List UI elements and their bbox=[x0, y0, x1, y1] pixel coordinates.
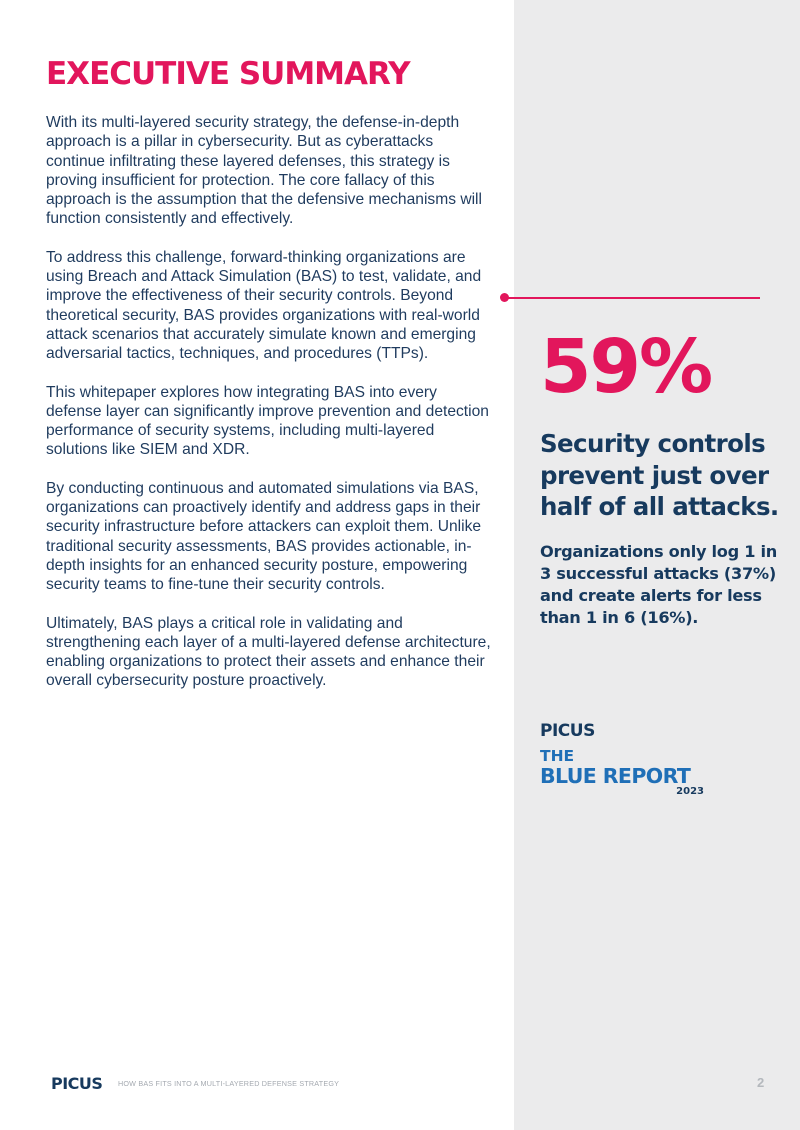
page-title: EXECUTIVE SUMMARY bbox=[46, 56, 410, 92]
summary-body bbox=[46, 113, 494, 710]
stat-caption: Security controls prevent just over half of all attacks. bbox=[540, 429, 779, 521]
paragraph: To address this challenge, forward-thinking organizations are using Breach and Attack Simulation (BAS) to test, validate, and improve the effectiveness of their security controls. Beyond theoretical security, BAS provides organizations with real-world attack scenarios that accurately simulate known and emerging adversarial tactics, techniques, and procedures (TTPs). bbox=[46, 248, 482, 363]
footer-picus-logo: PICUS bbox=[51, 1074, 103, 1093]
blue-report-logo bbox=[540, 723, 704, 797]
footer-document-title: HOW BAS FITS INTO A MULTI-LAYERED DEFENSE STRATEGY bbox=[118, 1079, 340, 1088]
page-number: 2 bbox=[757, 1075, 765, 1090]
accent-divider bbox=[505, 297, 760, 299]
paragraph: Ultimately, BAS plays a critical role in validating and strengthening each layer of a multi-layered defense architecture, enabling organizations to protect their assets and enhance their overall cybersecurity posture proactively. bbox=[46, 614, 491, 690]
paragraph: With its multi-layered security strategy, the defense-in-depth approach is a pillar in cybersecurity. But as cyberattacks continue infiltrating these layered defenses, this strategy is proving insufficient for protection. The core fallacy of this approach is the assumption that the defensive mechanisms will function consistently and effectively. bbox=[46, 114, 482, 228]
report-the-label: THE bbox=[540, 747, 575, 765]
picus-logo: PICUS bbox=[540, 721, 595, 741]
accent-dot-icon bbox=[500, 293, 509, 302]
report-name-label: BLUE REPORT bbox=[540, 763, 691, 788]
stat-percentage: 59% bbox=[540, 324, 712, 410]
stat-detail: Organizations only log 1 in 3 successful attacks (37%) and create alerts for less than 1 in 6 (16%). bbox=[540, 542, 778, 627]
paragraph: This whitepaper explores how integrating BAS into every defense layer can significantly improve prevention and detection performance of security systems, including multi-layered solutions like SIEM and XDR. bbox=[46, 383, 489, 459]
report-year-label: 2023 bbox=[676, 786, 704, 797]
paragraph: By conducting continuous and automated simulations via BAS, organizations can proactively identify and address gaps in their security infrastructure before attackers can exploit them. Unlike traditional security assessments, BAS provides actionable, in-depth insights for an enhanced security posture, empowering security teams to fine-tune their security controls. bbox=[46, 479, 482, 594]
